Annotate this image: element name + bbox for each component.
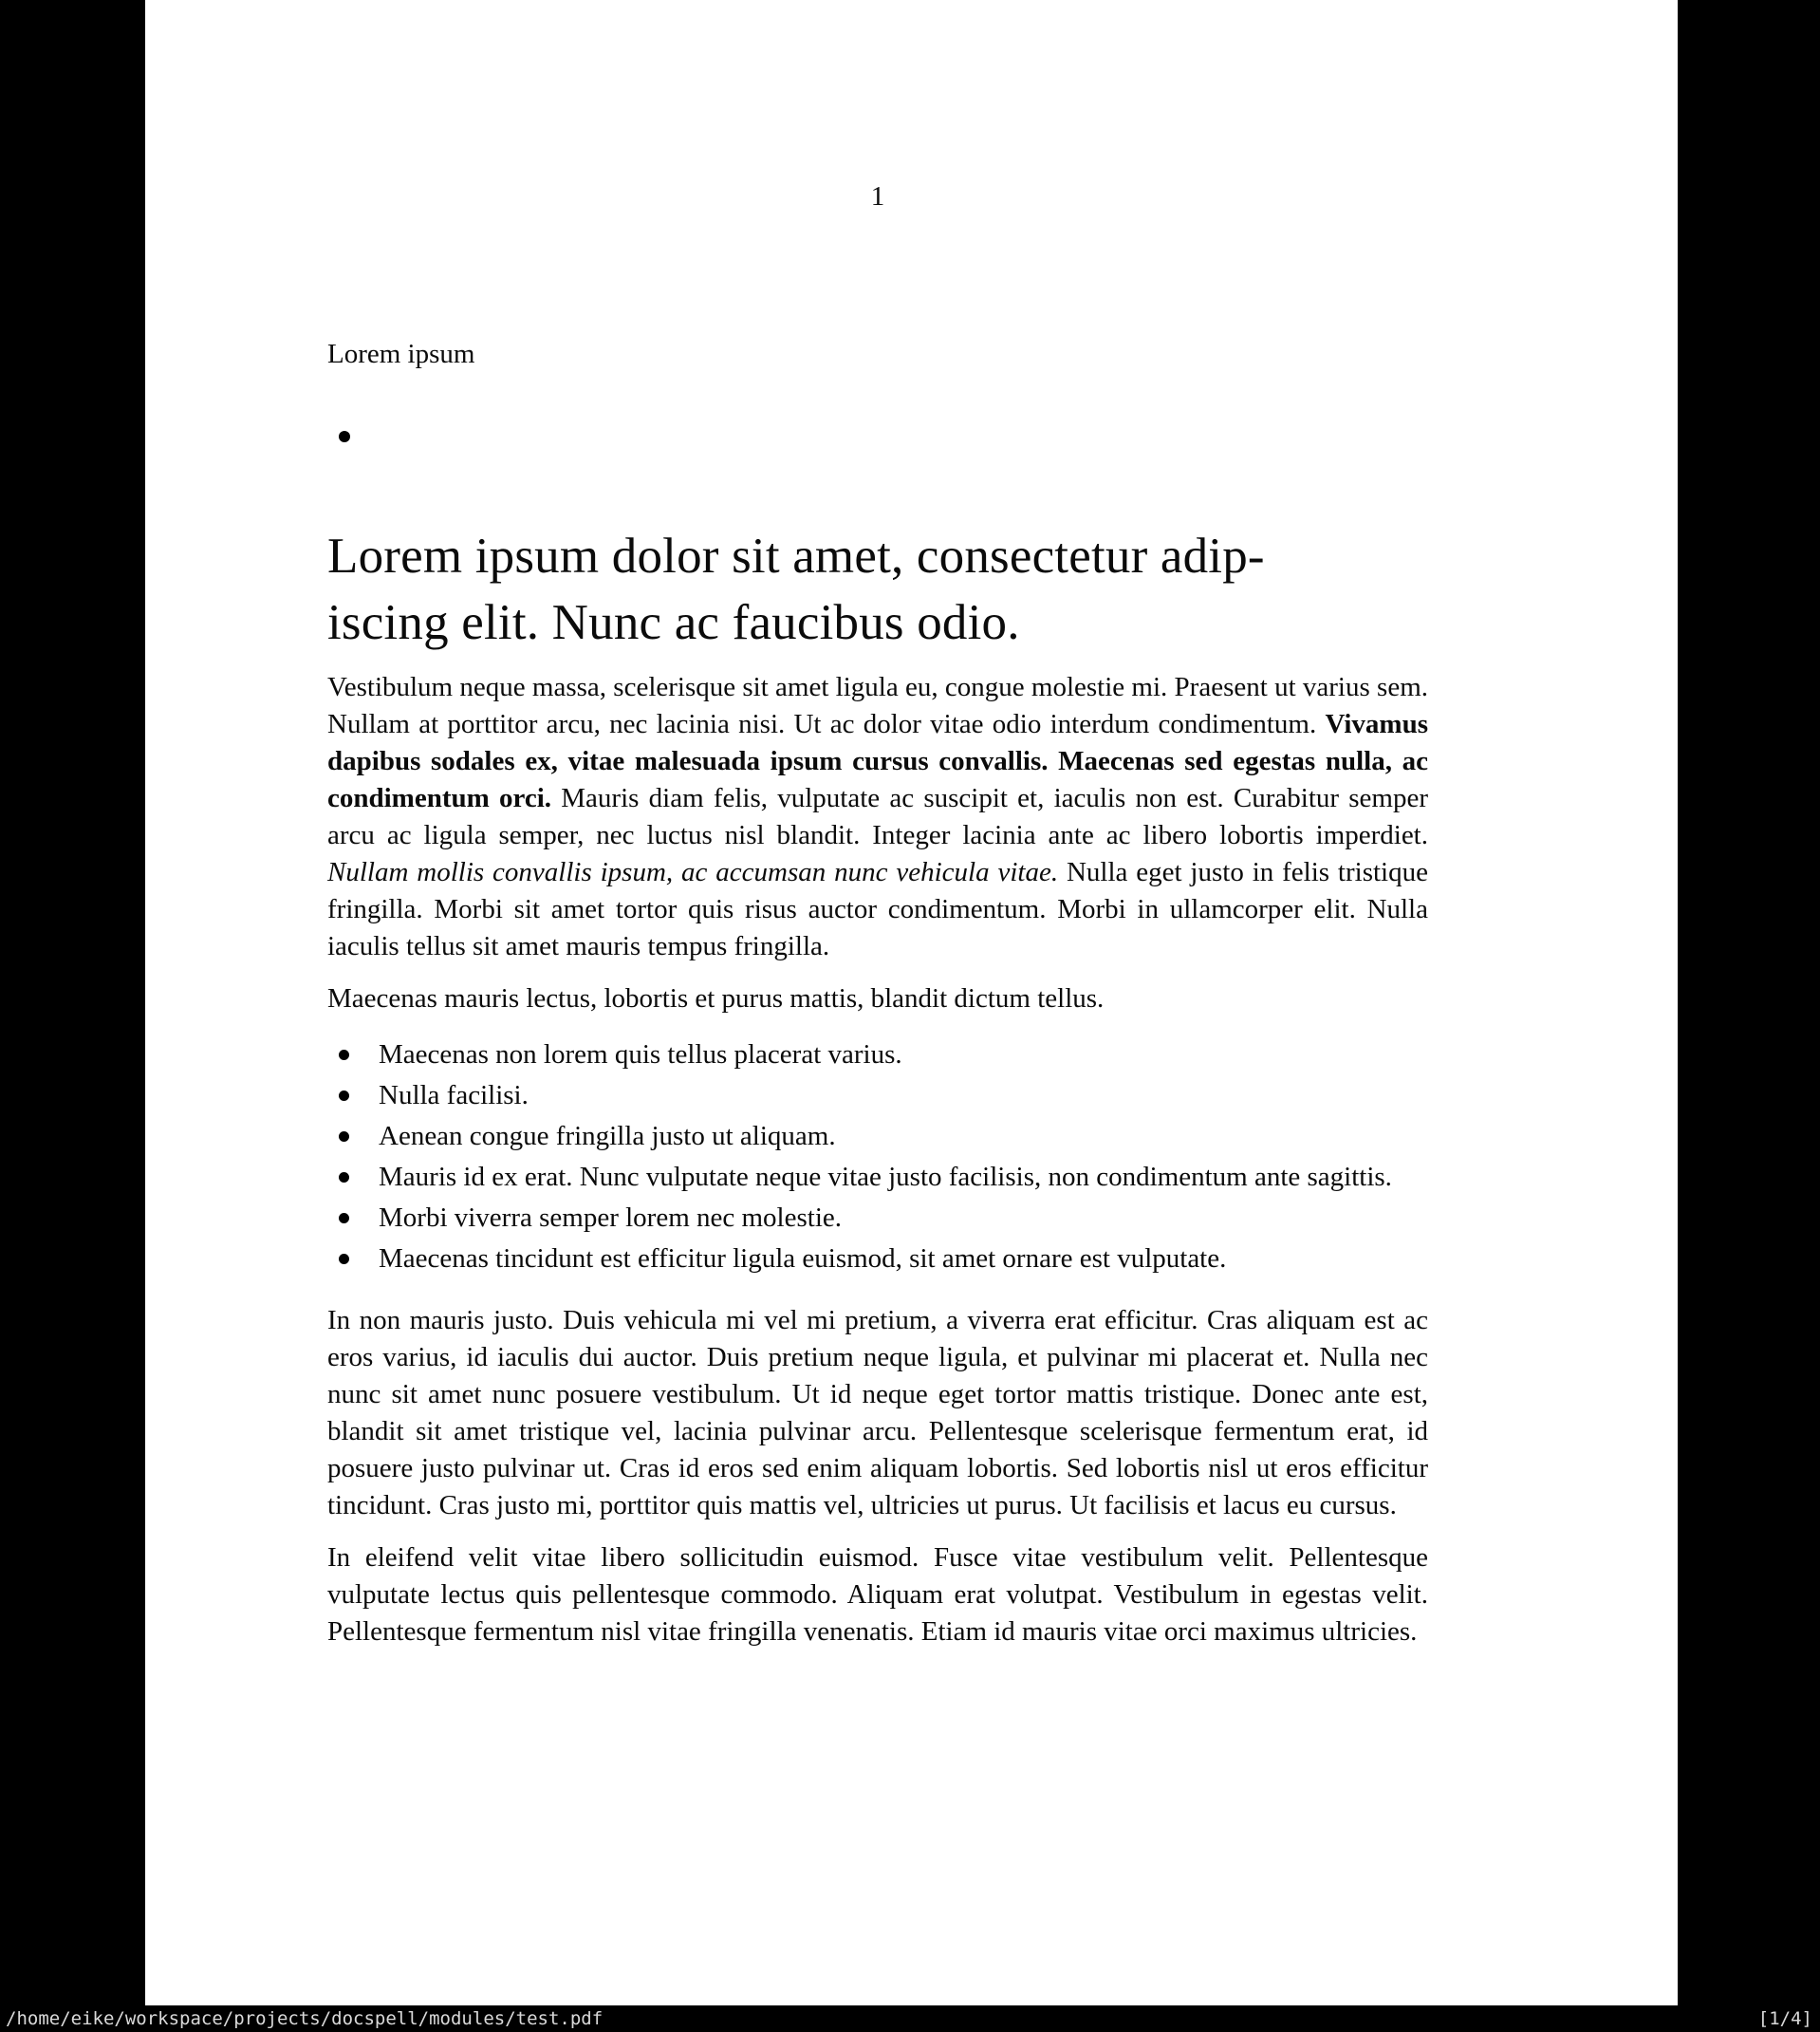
- list-item: [327, 1118, 1428, 1155]
- bullet-icon: [339, 1131, 349, 1142]
- bullet-icon: [339, 1213, 349, 1223]
- bullet-icon: [339, 1254, 349, 1264]
- intro-text: Lorem ipsum: [327, 339, 475, 369]
- bullet-icon: [339, 1050, 349, 1060]
- paragraph-1-italic-segment: Nullam mollis convallis ipsum, ac accumsan nunc vehicula vitae.: [327, 857, 1059, 887]
- bullet-list: [327, 1036, 1428, 1277]
- bullet-icon: [339, 1172, 349, 1183]
- list-item-text: Maecenas tincidunt est efficitur ligula euismod, sit amet ornare est vulputate.: [379, 1243, 1227, 1274]
- statusbar: [0, 2005, 1820, 2032]
- list-item-text: Mauris id ex erat. Nunc vulputate neque vitae justo facilisis, non condimentum ante sagittis.: [379, 1162, 1392, 1192]
- statusbar-page-indicator: [1/4]: [1757, 2008, 1812, 2029]
- list-item-text: Aenean congue fringilla justo ut aliquam.: [379, 1121, 836, 1151]
- paragraph-3: In non mauris justo. Duis vehicula mi vel mi pretium, a viverra erat efficitur. Cras aliquam est ac eros varius, id iaculis dui auctor. Duis pretium neque ligula, et pulvinar mi placerat et. Nulla nec nunc sit amet nunc posuere vestibulum. Ut id neque eget tortor mattis tristique. Donec ante est, blandit sit amet tristique vel, lacinia pulvinar arcu. Pellentesque scelerisque fermentum erat, id posuere justo pulvinar ut. Cras id eros sed enim aliquam lobortis. Sed lobortis nisl ut eros efficitur tincidunt. Cras justo mi, porttitor quis mattis vel, ultricies ut purus. Ut facilisis et lacus eu cursus.: [327, 1305, 1428, 1520]
- list-item: [327, 1159, 1428, 1196]
- bullet-icon: [339, 431, 350, 442]
- list-item: [327, 1036, 1428, 1073]
- list-item-text: Morbi viverra semper lorem nec molestie.: [379, 1202, 843, 1233]
- document-page[interactable]: [145, 0, 1678, 2005]
- page-number: 1: [870, 181, 885, 212]
- paragraph-1-segment: Mauris diam felis, vulputate ac suscipit et, iaculis non est. Curabitur semper arcu ac ligula semper, nec luctus nisl blandit. Integer lacinia ante ac libero lobortis imperdiet.: [327, 783, 1429, 850]
- document-heading: [327, 523, 1428, 656]
- list-item: [327, 1077, 1428, 1114]
- list-item: [327, 1200, 1428, 1237]
- heading-line-1: Lorem ipsum dolor sit amet, consectetur adip-: [327, 529, 1265, 584]
- paragraph-1: [327, 669, 1428, 965]
- page-content: [327, 0, 1428, 1650]
- paragraph-4: In eleifend velit vitae libero sollicitudin euismod. Fusce vitae vestibulum velit. Pellentesque vulputate lectus quis pellentesque commodo. Aliquam erat volutpat. Vestibulum in egestas velit. Pellentesque fermentum nisl vitae fringilla venenatis. Etiam id mauris vitae orci maximus ultricies.: [327, 1542, 1428, 1647]
- paragraph-2: Maecenas mauris lectus, lobortis et purus mattis, blandit dictum tellus.: [327, 983, 1105, 1014]
- list-item-text: Nulla facilisi.: [379, 1080, 529, 1110]
- list-item: [327, 1240, 1428, 1277]
- paragraph-1-segment: Nulla eget justo in felis tristique fringilla. Morbi sit amet tortor quis risus auctor condimentum. Morbi in ullamcorper elit. Nulla iaculis tellus sit amet mauris tempus fringilla.: [327, 857, 1428, 961]
- paragraph-1-bold-segment: Vivamus dapibus sodales ex, vitae malesuada ipsum cursus convallis. Maecenas sed egestas nulla, ac condimentum orci.: [327, 709, 1428, 813]
- list-item-text: Maecenas non lorem quis tellus placerat varius.: [379, 1039, 902, 1070]
- paragraph-1-segment: Vestibulum neque massa, scelerisque sit amet ligula eu, congue molestie mi. Praesent ut varius sem. Nullam at porttitor arcu, nec lacinia nisi. Ut ac dolor vitae odio interdum condimentum.: [327, 672, 1428, 739]
- heading-line-2: iscing elit. Nunc ac faucibus odio.: [327, 595, 1020, 650]
- empty-list-item: [327, 418, 1428, 455]
- statusbar-file-path: /home/eike/workspace/projects/docspell/modules/test.pdf: [6, 2008, 604, 2029]
- bullet-icon: [339, 1091, 349, 1101]
